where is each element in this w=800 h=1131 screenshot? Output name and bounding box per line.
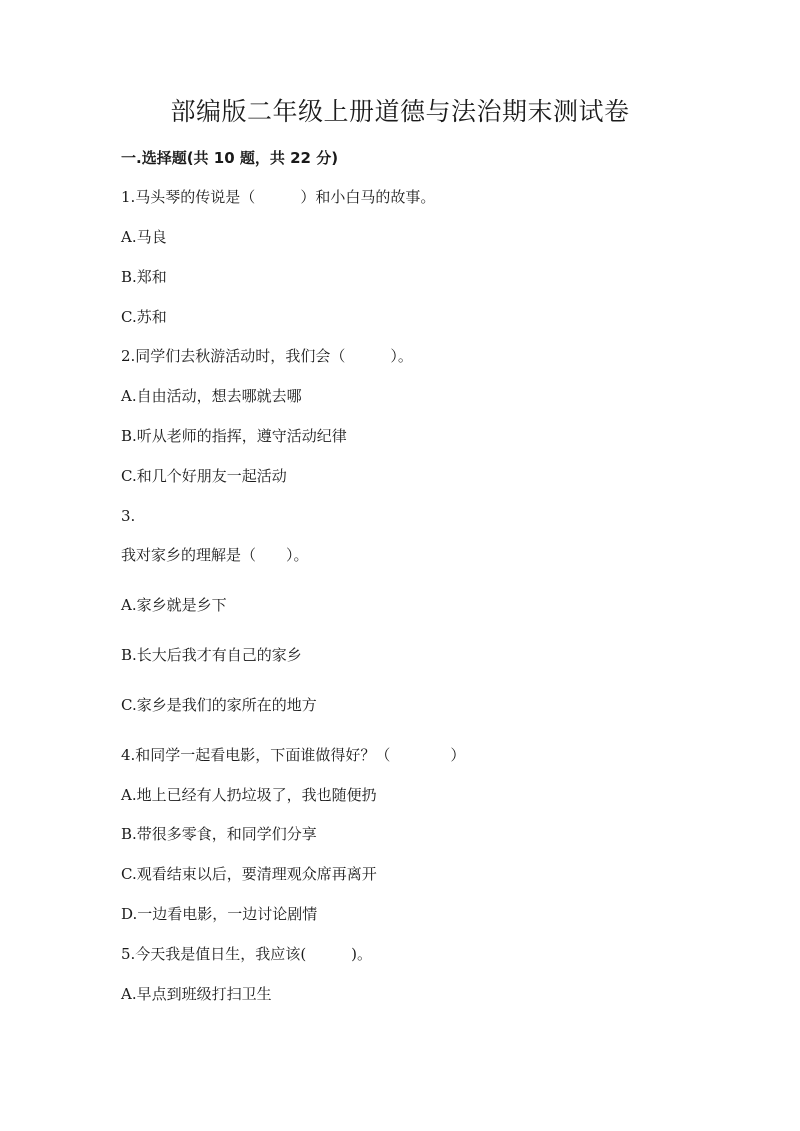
- question-4-stem: 4.和同学一起看电影，下面谁做得好？（ ）: [121, 746, 466, 764]
- question-3-option-b: B.长大后我才有自己的家乡: [121, 646, 302, 664]
- question-4-option-c: C.观看结束以后，要清理观众席再离开: [121, 865, 377, 883]
- question-2-option-c: C.和几个好朋友一起活动: [121, 467, 287, 485]
- question-3-number: 3.: [121, 507, 136, 525]
- page-title: 部编版二年级上册道德与法治期末测试卷: [170, 97, 630, 126]
- question-1-stem: 1.马头琴的传说是（ ）和小白马的故事。: [121, 188, 436, 206]
- question-3-option-a: A.家乡就是乡下: [121, 596, 227, 614]
- question-4-option-b: B.带很多零食，和同学们分享: [121, 825, 317, 843]
- question-2-stem: 2.同学们去秋游活动时，我们会（ ）。: [121, 347, 413, 365]
- question-1-option-c: C.苏和: [121, 308, 167, 326]
- section-heading: 一.选择题(共 10 题，共 22 分): [121, 149, 339, 167]
- question-4-option-d: D.一边看电影，一边讨论剧情: [121, 905, 318, 923]
- question-5-option-a: A.早点到班级打扫卫生: [121, 985, 272, 1003]
- question-2-option-a: A.自由活动，想去哪就去哪: [121, 387, 302, 405]
- question-3-option-c: C.家乡是我们的家所在的地方: [121, 696, 317, 714]
- question-2-option-b: B.听从老师的指挥，遵守活动纪律: [121, 427, 347, 445]
- question-5-stem: 5.今天我是值日生，我应该( )。: [121, 945, 373, 963]
- question-4-option-a: A.地上已经有人扔垃圾了，我也随便扔: [121, 786, 377, 804]
- question-1-option-b: B.郑和: [121, 268, 167, 286]
- question-1-option-a: A.马良: [121, 228, 167, 246]
- question-3-stem: 我对家乡的理解是（ ）。: [121, 546, 309, 564]
